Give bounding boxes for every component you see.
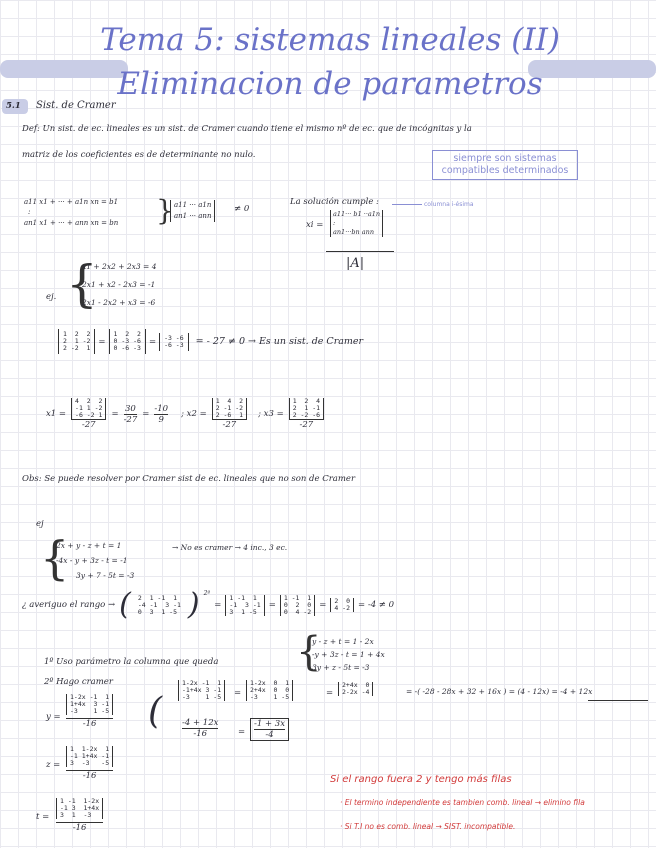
example2-brace: { — [40, 531, 70, 585]
rank-det-1: 2 1 -1 1 -4 -1 3 -1 0 3 1 -5 — [137, 593, 181, 616]
general-row-1: a11 x1 + ··· + a1n xn = b1 — [24, 198, 119, 206]
rank-result: = -4 ≠ 0 — [358, 600, 395, 610]
y-frac2-num: -1 + 3x — [254, 719, 286, 729]
red-note-3: · Si T.I no es comb. lineal → SIST. incompatible. — [340, 822, 516, 831]
rank-det-4: 2 0 4 -2 — [330, 598, 354, 612]
rank-sup: 2º — [203, 590, 211, 597]
y-fraction — [66, 694, 113, 729]
x3-den: -27 — [299, 420, 314, 430]
general-det-row-2: an1 ··· ann — [174, 212, 212, 220]
z-fraction — [66, 746, 113, 781]
y-det-3: 1-2x 0 1 2+4x 0 0 -3 1 -5 — [246, 680, 293, 701]
y-eq-b: = — [326, 688, 334, 698]
x1-label: x1 = — [46, 409, 67, 419]
definition-line-2: matriz de los coeficientes es de determinante no nulo. — [22, 150, 256, 160]
z-label: z = — [46, 760, 61, 770]
y-frac-simplified — [250, 718, 289, 741]
sys-eq1: y - z + t = 1 - 2x — [312, 637, 374, 646]
example2-eq2: -4x - y + 3z - t = -1 — [56, 556, 128, 565]
solution-num-row-3: an1···bn ann — [333, 228, 375, 236]
x2-fraction — [212, 398, 247, 430]
y-frac-den: -16 — [193, 729, 208, 739]
x1-frac3-num: -10 — [154, 403, 169, 414]
y-det-4: 2+4x 0 2-2x -4 — [338, 682, 373, 696]
column-note-arrow — [392, 204, 422, 205]
y-label: y = — [46, 712, 61, 722]
solution-numerator-det — [330, 210, 383, 237]
solution-fraction-bar — [326, 251, 394, 252]
example2-eq1: 2x + y - z + t = 1 — [56, 541, 122, 550]
y-frac-result — [182, 718, 218, 739]
x1-frac2-num: 30 — [125, 403, 136, 414]
x1-eq: = — [111, 409, 119, 419]
t-label: t = — [36, 812, 50, 822]
general-row-2: an1 x1 + ··· + ann xn = bn — [24, 219, 119, 227]
y-frac2-den: -4 — [265, 730, 274, 740]
x1-fraction — [71, 398, 106, 430]
y-result-underline — [588, 700, 648, 701]
x1-eq-2: = — [142, 409, 150, 419]
solution-num-row-1: a11··· b1 ··a1n — [333, 210, 381, 218]
sys-eq3: 3y + z - 5t = -3 — [312, 663, 370, 672]
y-eq-c: = — [238, 727, 246, 737]
x1-frac-3 — [154, 404, 168, 425]
rank-eq-3: = — [319, 600, 327, 610]
x1-det: 4 2 2 -1 1 -2 -6 -2 1 — [71, 398, 106, 419]
x2-label: ; x2 = — [181, 409, 207, 419]
x1-frac3-den: 9 — [158, 414, 164, 425]
y-eq-a: = — [234, 688, 242, 698]
x1-frac2-den: -27 — [123, 414, 138, 425]
section-number: 5.1 — [6, 101, 21, 111]
t-den: -16 — [72, 823, 87, 833]
x2-det: 1 4 2 2 -1 -2 2 -6 1 — [212, 398, 247, 419]
rank-det-3: 1 -1 1 0 2 0 0 4 -2 — [280, 595, 315, 616]
solution-denominator: |A| — [346, 256, 365, 271]
definition-line-1: Def: Un sist. de ec. lineales es un sist. de Cramer cuando tiene el mismo nº de ec. que de incógnitas y la — [22, 124, 472, 134]
example1-det-row — [58, 329, 363, 354]
x1-frac-2 — [124, 404, 138, 425]
det-matrix-b: 1 2 2 0 -3 -6 0 -6 -3 — [109, 329, 146, 354]
sys-brace: { — [296, 629, 322, 675]
general-dots: : — [28, 208, 31, 216]
page-subtitle: Eliminacion de parametros — [117, 66, 543, 102]
rank-det-2: 1 -1 1 -1 3 -1 3 1 -5 — [225, 595, 264, 616]
example2-eq3: 3y + 7 - 5t = -3 — [76, 571, 135, 580]
y-det: 1-2x -1 1 1+4x 3 -1 -3 1 -5 — [66, 694, 113, 715]
x3-det: 1 2 4 2 1 -1 2 -2 -6 — [289, 398, 324, 419]
det-eq-sign-2: = — [148, 336, 157, 347]
z-det: 1 1-2x 1 -1 1+4x -1 3 -3 -5 — [66, 746, 113, 767]
solutions1-row — [46, 398, 324, 430]
t-det: 1 -1 1-2x -1 3 1+4x 3 1 -3 — [56, 798, 103, 819]
x3-fraction — [289, 398, 324, 430]
rank-paren-open: ( — [119, 587, 131, 622]
example2-label: ej — [36, 519, 44, 529]
red-note-1: Si el rango fuera 2 y tengo más filas — [330, 774, 512, 785]
general-det — [170, 200, 215, 222]
rank-eq-1: = — [214, 600, 222, 610]
x2-den: -27 — [222, 420, 237, 430]
general-brace: } — [156, 194, 174, 227]
red-note-2: · El termino independiente es tambien comb. lineal → elimino fila — [340, 798, 585, 807]
step-2: 2º Hago cramer — [44, 677, 113, 687]
example1-eq1: x1 + 2x2 + 2x3 = 4 — [82, 262, 157, 271]
y-big-paren: ( — [148, 691, 163, 732]
solution-label: La solución cumple : — [290, 197, 379, 207]
rank-paren-close: ) — [187, 587, 200, 622]
general-det-row-1: a11 ··· a1n — [174, 201, 212, 209]
general-ne0: ≠ 0 — [234, 204, 250, 214]
x3-label: ; x3 = — [258, 409, 284, 419]
y-den: -16 — [82, 719, 97, 729]
det-matrix-a: 1 2 2 2 1 -2 2 -2 1 — [58, 329, 95, 354]
y-frac-num: -4 + 12x — [182, 718, 219, 728]
y-expansion: = -( -28 - 28x + 32 + 16x ) = (4 - 12x) = -4 + 12x — [406, 687, 593, 696]
rank-label: ¿ averiguo el rango → — [22, 600, 116, 610]
xi-label: xi = — [306, 220, 324, 230]
example1-label: ej. — [46, 292, 57, 302]
rank-row — [22, 587, 395, 622]
z-den: -16 — [82, 771, 97, 781]
y-det-2: 1-2x -1 1 -1+4x 3 -1 -3 1 -5 — [178, 680, 225, 701]
det-eq-sign: = — [98, 336, 106, 347]
det-result: = - 27 ≠ 0 → Es un sist. de Cramer — [195, 336, 364, 347]
example1-eq3: 2x1 - 2x2 + x3 = -6 — [82, 298, 156, 307]
note-box: siempre son sistemas compatibles determinados — [432, 150, 578, 180]
section-heading: Sist. de Cramer — [36, 100, 116, 111]
page-title: Tema 5: sistemas lineales (II) — [100, 22, 560, 58]
step-1: 1º Uso parámetro la columna que queda — [44, 657, 219, 667]
x1-den: -27 — [81, 420, 96, 430]
example1-eq2: 2x1 + x2 - 2x3 = -1 — [82, 280, 156, 289]
sys-eq2: -y + 3z - t = 1 + 4x — [312, 650, 385, 659]
not-cramer: → No es cramer → 4 inc., 3 ec. — [172, 543, 288, 552]
column-note: columna i-ésima — [424, 201, 474, 208]
solution-num-row-2: : — [333, 219, 336, 227]
example1-brace: { — [66, 255, 98, 313]
observation: Obs: Se puede resolver por Cramer sist de ec. lineales que no son de Cramer — [22, 474, 356, 484]
det-matrix-c: -3 -6 -6 -3 — [159, 333, 189, 351]
t-fraction — [56, 798, 103, 833]
rank-eq-2: = — [268, 600, 276, 610]
